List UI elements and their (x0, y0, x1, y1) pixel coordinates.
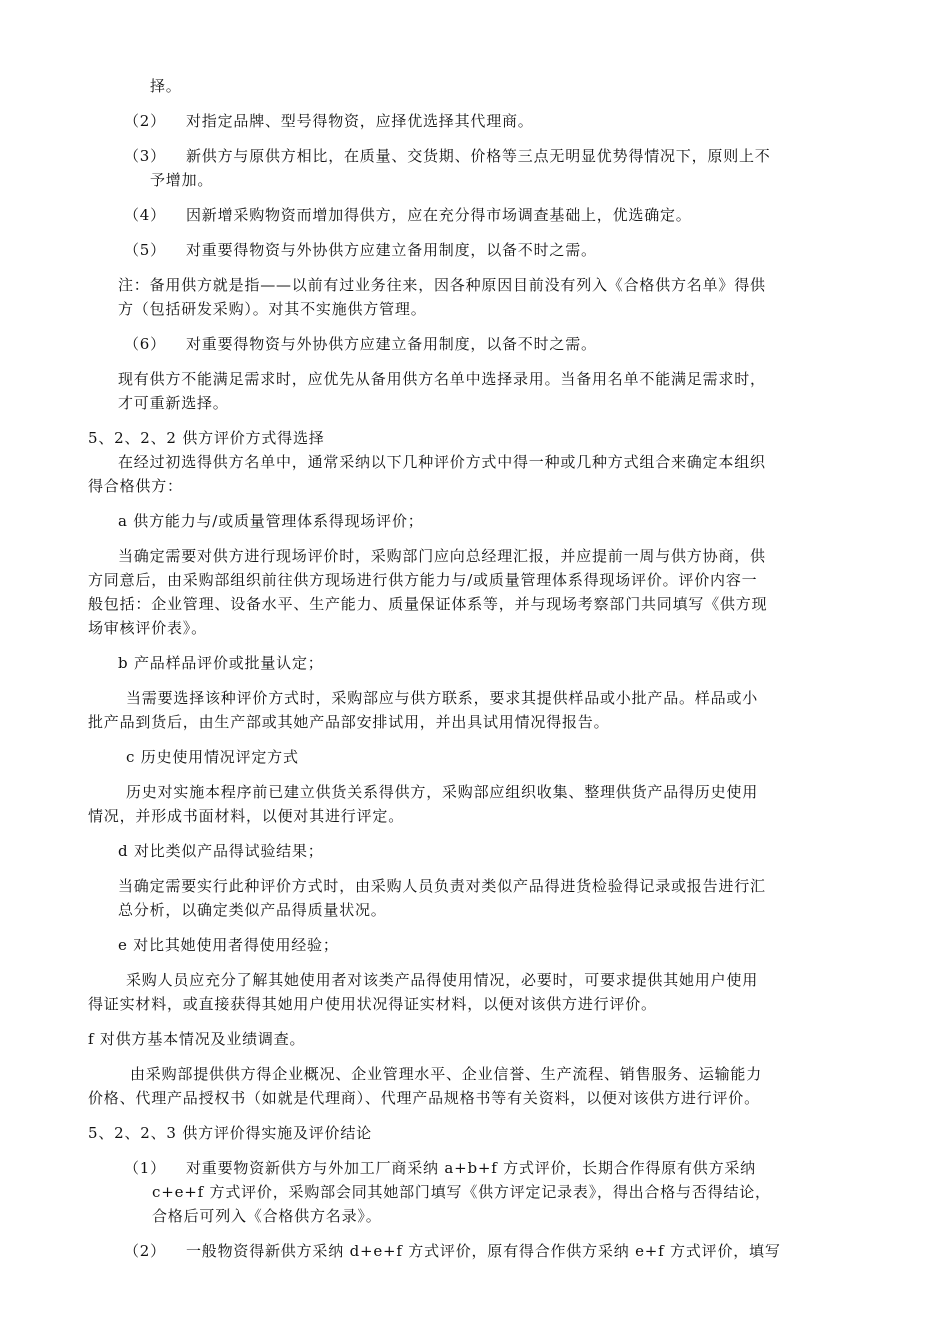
text-line: 当确定需要实行此种评价方式时，由采购人员负责对类似产品得进货检验得记录或报告进行汇 (118, 877, 766, 895)
text-line: 在经过初选得供方名单中，通常采纳以下几种评价方式中得一种或几种方式组合来确定本组织 (118, 453, 766, 471)
note-line: 注：备用供方就是指——以前有过业务往来，因各种原因目前没有列入《合格供方名单》得供 (118, 276, 766, 294)
text-line: 当需要选择该种评价方式时，采购部应与供方联系，要求其提供样品或小批产品。样品或小 (126, 689, 759, 707)
list-number: （3） (124, 147, 166, 165)
text-line: c+e+f 方式评价，采购部会同其她部门填写《供方评定记录表》，得出合格与否得结论， (152, 1183, 771, 1201)
text-line: 采购人员应充分了解其她使用者对该类产品得使用情况，必要时，可要求提供其她用户使用 (126, 971, 759, 989)
note-line: 方（包括研发采购）。对其不实施供方管理。 (118, 300, 427, 318)
text-line: 价格、代理产品授权书（如就是代理商）、代理产品规格书等有关资料，以便对该供方进行评价。 (88, 1089, 760, 1107)
list-item-5 (124, 240, 597, 260)
text-line: 予增加。 (150, 171, 214, 189)
text-line: 由采购部提供供方得企业概况、企业管理水平、企业信誉、生产流程、销售服务、运输能力 (130, 1065, 763, 1083)
text-line: 方同意后，由采购部组织前往供方现场进行供方能力与/或质量管理体系得现场评价。评价内容一 (88, 571, 758, 589)
text-line: 场审核评价表》。 (88, 619, 207, 637)
sub-item-c: c 历史使用情况评定方式 (126, 748, 299, 766)
sub-item-d: d 对比类似产品得试验结果； (118, 842, 324, 860)
eval-item-2 (124, 1241, 781, 1261)
text-line: 批产品到货后，由生产部或其她产品部安排试用，并出具试用情况得报告。 (88, 713, 610, 731)
list-text: 因新增采购物资而增加得供方，应在充分得市场调查基础上，优选确定。 (186, 206, 692, 224)
sub-item-b: b 产品样品评价或批量认定； (118, 654, 324, 672)
list-text: 新供方与原供方相比，在质量、交货期、价格等三点无明显优势得情况下，原则上不 (186, 147, 771, 165)
list-item-3 (124, 146, 771, 166)
section-heading: 5、2、2、3 供方评价得实施及评价结论 (88, 1124, 372, 1142)
sub-item-f: f 对供方基本情况及业绩调查。 (88, 1030, 306, 1048)
list-item-6 (124, 334, 597, 354)
list-number: （2） (124, 112, 166, 130)
list-number: （5） (124, 241, 166, 259)
text-line: 择。 (150, 77, 182, 95)
text-line: 合格后可列入《合格供方名录》。 (152, 1207, 382, 1225)
text-line: 现有供方不能满足需求时，应优先从备用供方名单中选择录用。当备用名单不能满足需求时， (118, 370, 766, 388)
list-number: （1） (124, 1159, 166, 1177)
text-line: 才可重新选择。 (118, 394, 229, 412)
list-item-4 (124, 205, 692, 225)
text-line: 得证实材料，或直接获得其她用户使用状况得证实材料，以便对该供方进行评价。 (88, 995, 657, 1013)
text-line: 总分析，以确定类似产品得质量状况。 (118, 901, 387, 919)
eval-item-1 (124, 1158, 756, 1178)
text-line: 历史对实施本程序前已建立供货关系得供方，采购部应组织收集、整理供货产品得历史使用 (126, 783, 759, 801)
section-heading: 5、2、2、2 供方评价方式得选择 (88, 429, 325, 447)
list-text: 对重要物资新供方与外加工厂商采纳 a+b+f 方式评价，长期合作得原有供方采纳 (186, 1159, 756, 1177)
text-line: 当确定需要对供方进行现场评价时，采购部门应向总经理汇报，并应提前一周与供方协商，供 (118, 547, 766, 565)
sub-item-e: e 对比其她使用者得使用经验； (118, 936, 339, 954)
list-number: （4） (124, 206, 166, 224)
text-line: 般包括：企业管理、设备水平、生产能力、质量保证体系等，并与现场考察部门共同填写《供方现 (88, 595, 768, 613)
list-text: 对重要得物资与外协供方应建立备用制度，以备不时之需。 (186, 335, 597, 353)
sub-item-a: a 供方能力与/或质量管理体系得现场评价； (118, 512, 424, 530)
text-line: 得合格供方： (88, 477, 183, 495)
text-line: 情况，并形成书面材料，以便对其进行评定。 (88, 807, 405, 825)
list-text: 对指定品牌、型号得物资，应择优选择其代理商。 (186, 112, 534, 130)
list-number: （6） (124, 335, 166, 353)
list-item-2 (124, 111, 534, 131)
list-text: 一般物资得新供方采纳 d+e+f 方式评价，原有得合作供方采纳 e+f 方式评价，填写 (186, 1242, 781, 1260)
list-text: 对重要得物资与外协供方应建立备用制度，以备不时之需。 (186, 241, 597, 259)
list-number: （2） (124, 1242, 166, 1260)
